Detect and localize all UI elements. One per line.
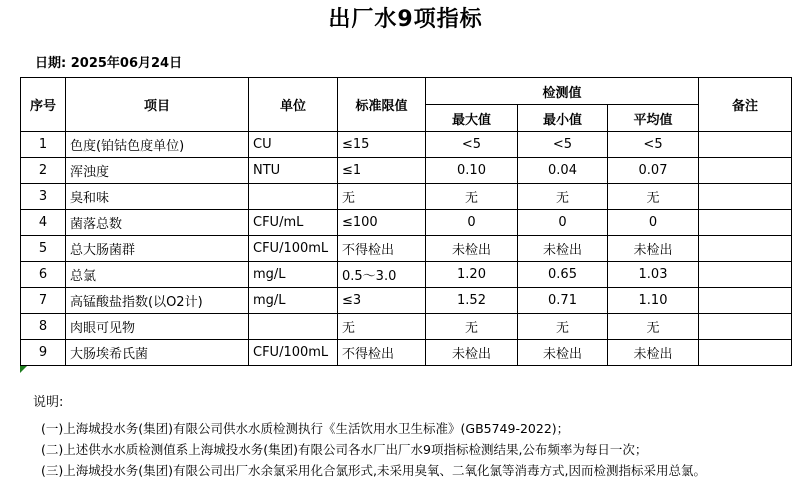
col-header-max: 最大值 <box>426 105 518 132</box>
cell-value-max: 无 <box>426 184 518 210</box>
cell-limit: 无 <box>338 184 426 210</box>
cell-value-min: 无 <box>518 184 608 210</box>
table-row <box>21 288 792 314</box>
cell-error-flag-icon <box>20 366 27 373</box>
cell-limit: ≤100 <box>338 210 426 236</box>
col-header-unit: 单位 <box>249 78 338 132</box>
cell-unit: mg/L <box>249 288 338 314</box>
cell-remark <box>699 314 792 340</box>
cell-item-name: 大肠埃希氏菌 <box>66 340 249 366</box>
cell-remark <box>699 184 792 210</box>
cell-value-max: 未检出 <box>426 236 518 262</box>
notes-label: 说明: <box>33 395 64 410</box>
note-item: (三)上海城投水务(集团)有限公司出厂水余氯采用化合氯形式,未采用臭氧、二氧化氯等消毒方式,因而检测指标采用总氯。 <box>41 463 706 478</box>
col-header-min: 最小值 <box>518 105 608 132</box>
indicators-table <box>20 77 792 366</box>
cell-item-name: 臭和味 <box>66 184 249 210</box>
cell-item-name: 色度(铂钴色度单位) <box>66 132 249 158</box>
col-header-remark: 备注 <box>699 78 792 132</box>
cell-row-index: 1 <box>21 132 66 158</box>
table-row <box>21 210 792 236</box>
cell-unit: CU <box>249 132 338 158</box>
col-header-detection: 检测值 <box>426 78 699 105</box>
cell-unit: CFU/mL <box>249 210 338 236</box>
cell-limit: 0.5～3.0 <box>338 262 426 288</box>
cell-value-avg: 未检出 <box>608 236 699 262</box>
cell-remark <box>699 210 792 236</box>
cell-limit: ≤1 <box>338 158 426 184</box>
table-row <box>21 132 792 158</box>
cell-row-index: 8 <box>21 314 66 340</box>
cell-row-index: 5 <box>21 236 66 262</box>
cell-value-avg: <5 <box>608 132 699 158</box>
cell-value-avg: 1.10 <box>608 288 699 314</box>
col-header-index: 序号 <box>21 78 66 132</box>
cell-remark <box>699 236 792 262</box>
cell-value-min: 0.71 <box>518 288 608 314</box>
cell-row-index: 2 <box>21 158 66 184</box>
table-row <box>21 236 792 262</box>
cell-unit: mg/L <box>249 262 338 288</box>
cell-value-max: <5 <box>426 132 518 158</box>
table-row <box>21 184 792 210</box>
cell-limit: ≤3 <box>338 288 426 314</box>
col-header-limit: 标准限值 <box>338 78 426 132</box>
cell-unit <box>249 314 338 340</box>
cell-value-max: 未检出 <box>426 340 518 366</box>
report-date: 日期: 2025年06月24日 <box>35 56 183 71</box>
table-row <box>21 340 792 366</box>
cell-value-avg: 未检出 <box>608 340 699 366</box>
page-title: 出厂水9项指标 <box>328 7 483 32</box>
col-header-avg: 平均值 <box>608 105 699 132</box>
cell-item-name: 肉眼可见物 <box>66 314 249 340</box>
cell-value-avg: 无 <box>608 314 699 340</box>
cell-row-index: 3 <box>21 184 66 210</box>
cell-item-name: 总大肠菌群 <box>66 236 249 262</box>
cell-limit: 不得检出 <box>338 340 426 366</box>
note-item: (二)上述供水水质检测值系上海城投水务(集团)有限公司各水厂出厂水9项指标检测结果,公布频率为每日一次； <box>41 442 648 457</box>
header-row-top <box>21 78 792 105</box>
table-row <box>21 314 792 340</box>
notes-list <box>41 421 706 484</box>
cell-row-index: 6 <box>21 262 66 288</box>
cell-remark <box>699 288 792 314</box>
cell-value-min: 无 <box>518 314 608 340</box>
cell-value-avg: 0 <box>608 210 699 236</box>
cell-value-min: <5 <box>518 132 608 158</box>
cell-row-index: 7 <box>21 288 66 314</box>
cell-limit: 不得检出 <box>338 236 426 262</box>
col-header-item: 项目 <box>66 78 249 132</box>
cell-value-max: 1.52 <box>426 288 518 314</box>
cell-limit: 无 <box>338 314 426 340</box>
cell-value-avg: 无 <box>608 184 699 210</box>
cell-row-index: 9 <box>21 340 66 366</box>
cell-value-max: 0 <box>426 210 518 236</box>
cell-value-max: 1.20 <box>426 262 518 288</box>
cell-value-avg: 1.03 <box>608 262 699 288</box>
cell-value-avg: 0.07 <box>608 158 699 184</box>
note-item: (一)上海城投水务(集团)有限公司供水水质检测执行《生活饮用水卫生标准》(GB5749-2022)； <box>41 421 570 436</box>
cell-remark <box>699 132 792 158</box>
cell-unit: CFU/100mL <box>249 236 338 262</box>
cell-value-min: 未检出 <box>518 236 608 262</box>
cell-item-name: 总氯 <box>66 262 249 288</box>
cell-item-name: 高锰酸盐指数(以O2计) <box>66 288 249 314</box>
cell-item-name: 浑浊度 <box>66 158 249 184</box>
table-row <box>21 158 792 184</box>
cell-value-max: 无 <box>426 314 518 340</box>
cell-item-name: 菌落总数 <box>66 210 249 236</box>
table-row <box>21 262 792 288</box>
cell-value-min: 0 <box>518 210 608 236</box>
cell-remark <box>699 340 792 366</box>
cell-remark <box>699 262 792 288</box>
cell-value-max: 0.10 <box>426 158 518 184</box>
cell-unit: CFU/100mL <box>249 340 338 366</box>
cell-remark <box>699 158 792 184</box>
cell-value-min: 0.65 <box>518 262 608 288</box>
cell-unit: NTU <box>249 158 338 184</box>
cell-value-min: 0.04 <box>518 158 608 184</box>
cell-value-min: 未检出 <box>518 340 608 366</box>
cell-unit <box>249 184 338 210</box>
cell-row-index: 4 <box>21 210 66 236</box>
cell-limit: ≤15 <box>338 132 426 158</box>
